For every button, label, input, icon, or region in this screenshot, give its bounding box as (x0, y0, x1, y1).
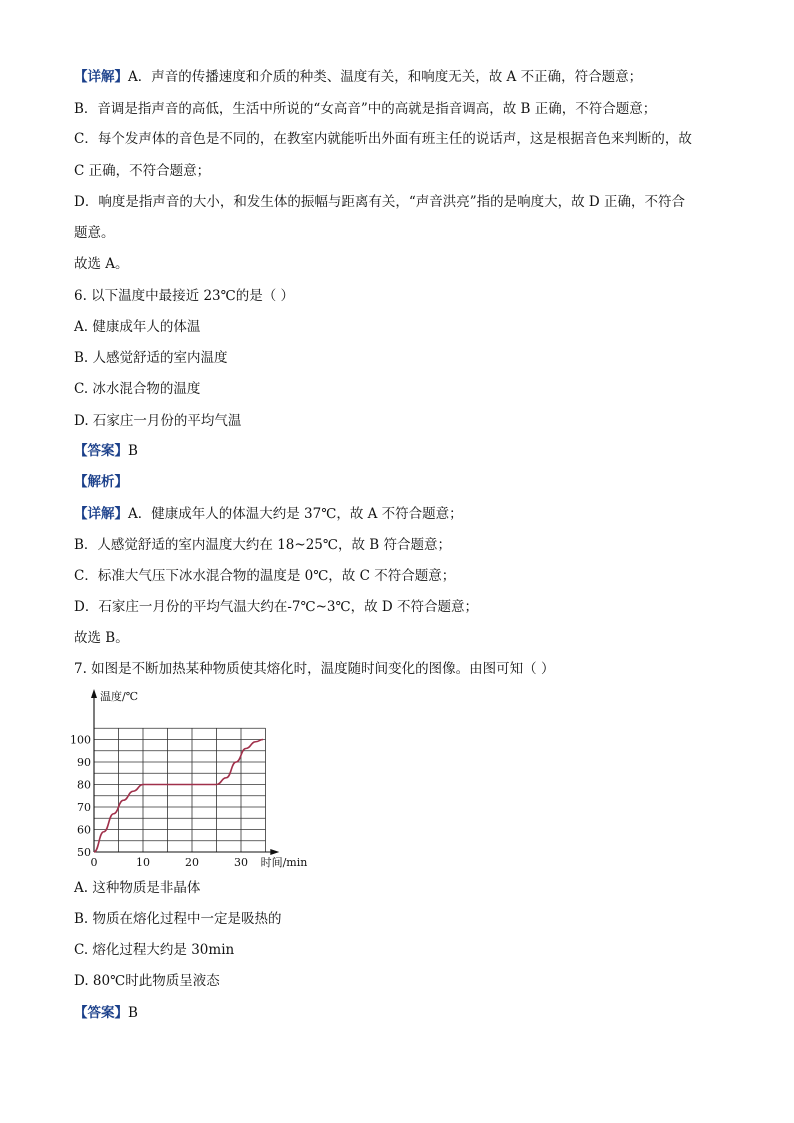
text-line (74, 909, 282, 929)
line-text: D. 80℃时此物质呈液态 (74, 973, 220, 989)
line-text: C．标准大气压下冰水混合物的温度是 0℃，故 C 不符合题意； (74, 568, 456, 584)
line-text: C．每个发声体的音色是不同的，在教室内就能听出外面有班主任的说话声，这是根据音色来判断的，故 (74, 131, 692, 147)
y-axis-arrow (91, 689, 97, 698)
y-tick-label: 50 (77, 846, 91, 859)
section-tag: 【答案】 (74, 443, 128, 459)
line-text: B (128, 1005, 138, 1021)
text-line (74, 348, 228, 368)
text-line (74, 67, 642, 87)
line-text: D．响度是指声音的大小，和发生体的振幅与距离有关，“声音洪亮”指的是响度大，故 D 正确，不符合 (74, 194, 686, 210)
line-text: B. 物质在熔化过程中一定是吸热的 (74, 911, 282, 927)
y-tick-label: 70 (77, 801, 91, 814)
tick-labels (70, 689, 307, 869)
section-tag: 【解析】 (74, 474, 128, 490)
y-axis-label: 温度/℃ (100, 690, 139, 703)
text-line (74, 878, 200, 898)
x-axis-arrow (270, 849, 279, 855)
line-text: D. 石家庄一月份的平均气温 (74, 413, 242, 429)
text-line (74, 286, 294, 306)
text-line (74, 161, 210, 181)
x-tick-label: 20 (185, 856, 199, 869)
line-text: A. 这种物质是非晶体 (74, 880, 201, 896)
temperature-time-graph (70, 684, 320, 874)
line-text: 故选 A。 (74, 256, 129, 272)
line-text: B. 人感觉舒适的室内温度 (74, 350, 228, 366)
section-tag: 【答案】 (74, 1005, 128, 1021)
text-line (74, 317, 200, 337)
text-line (74, 940, 234, 960)
axes (91, 689, 279, 855)
text-line (74, 971, 220, 991)
x-tick-label: 30 (234, 856, 248, 869)
line-text: C 正确，不符合题意； (74, 163, 211, 179)
y-tick-label: 60 (77, 823, 91, 837)
text-line (74, 411, 241, 431)
text-line (74, 1003, 138, 1023)
text-line (74, 472, 128, 492)
line-text: 题意。 (74, 225, 115, 241)
line-text: A．健康成年人的体温大约是 37℃，故 A 不符合题意； (128, 506, 463, 522)
y-tick-label: 100 (70, 733, 91, 747)
section-tag: 【详解】 (74, 506, 128, 522)
text-line (74, 566, 455, 586)
text-line (74, 504, 463, 524)
y-tick-label: 90 (77, 756, 91, 769)
text-line (74, 99, 656, 119)
text-line (74, 379, 200, 399)
text-line (74, 129, 692, 149)
line-text: 6. 以下温度中最接近 23℃的是（ ） (74, 288, 295, 304)
line-text: 7. 如图是不断加热某种物质使其熔化时，温度随时间变化的图像。由图可知（ ） (74, 661, 555, 677)
text-line (74, 192, 685, 212)
text-line (74, 597, 478, 617)
text-line (74, 441, 138, 461)
line-text: B．人感觉舒适的室内温度大约在 18~25℃，故 B 符合题意； (74, 537, 451, 553)
line-text: A. 健康成年人的体温 (74, 319, 201, 335)
x-tick-label: 0 (90, 856, 98, 869)
text-line (74, 628, 129, 648)
text-line (74, 223, 115, 243)
x-tick-label: 10 (136, 856, 150, 869)
text-line (74, 659, 554, 679)
text-line (74, 254, 129, 274)
grid (94, 728, 266, 852)
line-text: B．音调是指声音的高低，生活中所说的“女高音”中的高就是指音调高，故 B 正确，不符合题意； (74, 101, 657, 117)
y-tick-label: 80 (77, 778, 91, 792)
text-line (74, 535, 451, 555)
section-tag: 【详解】 (74, 69, 128, 85)
line-text: C. 冰水混合物的温度 (74, 381, 201, 397)
line-text: D．石家庄一月份的平均气温大约在-7℃~3℃，故 D 不符合题意； (74, 599, 478, 615)
line-text: 故选 B。 (74, 630, 129, 646)
line-text: A．声音的传播速度和介质的种类、温度有关，和响度无关，故 A 不正确，符合题意； (128, 69, 643, 85)
line-text: B (128, 443, 138, 459)
x-axis-label: 时间/min (260, 856, 308, 869)
line-text: C. 熔化过程大约是 30min (74, 942, 235, 958)
